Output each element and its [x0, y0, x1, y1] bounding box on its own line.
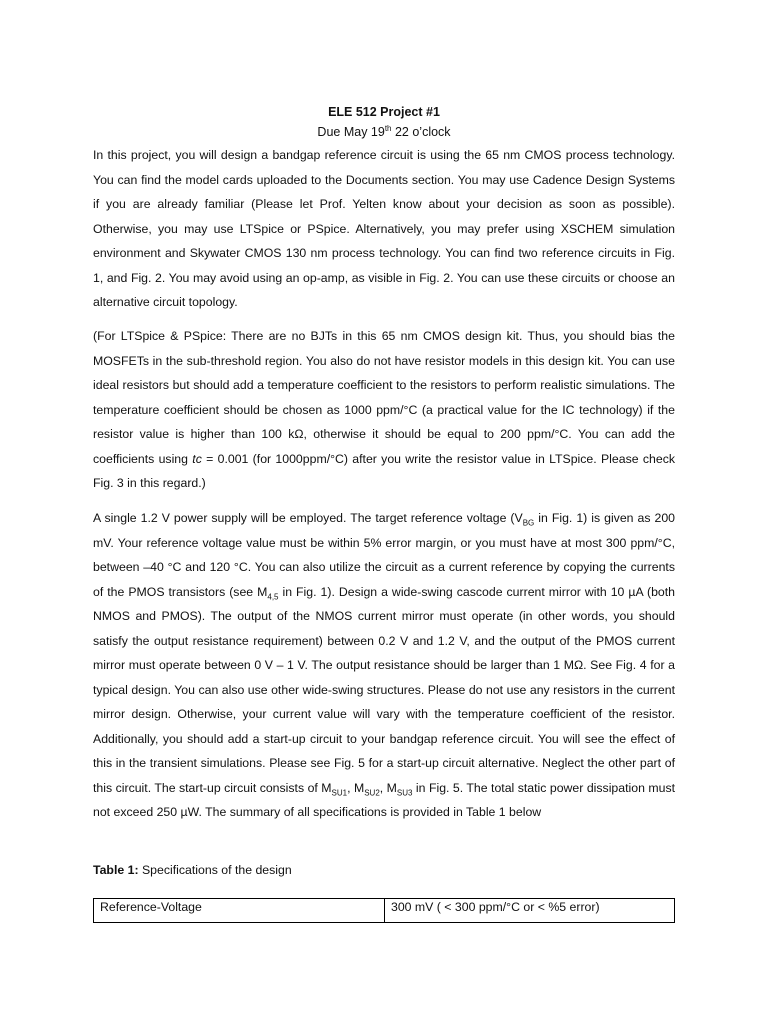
due-date	[0, 122, 768, 142]
table-cell-specification: 300 mV ( < 300 ppm/°C or < %5 error)	[385, 899, 675, 923]
due-superscript: th	[384, 123, 392, 133]
tc-parameter: tc	[192, 451, 202, 466]
table-caption	[93, 860, 292, 880]
document-header	[0, 102, 768, 142]
specification-paragraph	[93, 506, 675, 825]
m45-subscript: 4,5	[267, 591, 279, 601]
spec-part-f: in Fig. 5. The total static power dissipation must not exceed 250 µW. The summary of all specifications is provided in Table 1 below	[93, 780, 676, 819]
vbg-subscript: BG	[522, 518, 535, 528]
table-cell-parameter: Reference-Voltage	[94, 899, 385, 923]
spec-part-d: , M	[347, 780, 365, 795]
project-title: ELE 512 Project #1	[328, 105, 440, 119]
table-caption-label: Table 1:	[93, 863, 139, 877]
spec-part-e: , M	[379, 780, 397, 795]
spec-part-a: A single 1.2 V power supply will be employed. The target reference voltage (V	[93, 511, 523, 525]
due-suffix: 22 o’clock	[391, 125, 451, 139]
specifications-table	[93, 898, 675, 923]
table-caption-text: Specifications of the design	[138, 863, 292, 877]
msu3-subscript: SU3	[396, 787, 413, 797]
table-row	[94, 899, 675, 923]
ltspice-note-part-a: (For LTSpice & PSpice: There are no BJTs in this 65 nm CMOS design kit. Thus, you should bias the MOSFETs in the sub-threshold region. You also do not have resistor models in this design kit. You can use ideal resistors but should add a temperature coefficient to the resistors to perform realistic simulations. The temperature coefficient should be chosen as 1000 ppm/°C (a practical value for the IC technology) if the resistor value is higher than 100 kΩ, otherwise it should be equal to 200 ppm/°C. You can add the coefficients using	[93, 329, 675, 466]
intro-paragraph: In this project, you will design a bandgap reference circuit is using the 65 nm CMOS process technology. You can find the model cards uploaded to the Documents section. You may use Cadence Design Systems if you are already familiar (Please let Prof. Yelten know about your decision as soon as possible). Otherwise, you may use LTSpice or PSpice. Alternatively, you may prefer using XSCHEM simulation environment and Skywater CMOS 130 nm process technology. You can find two reference circuits in Fig. 1, and Fig. 2. You may avoid using an op-amp, as visible in Fig. 2. You can use these circuits or choose an alternative circuit topology.	[93, 148, 675, 309]
ltspice-note-paragraph	[93, 324, 675, 496]
msu2-subscript: SU2	[364, 787, 380, 797]
spec-part-b: in Fig. 1) is given as 200 mV. Your reference voltage value must be within 5% error margin, or you must have at most 300 ppm/°C, between –40 °C and 120 °C. You can also utilize the circuit as a current reference by copying the currents of the PMOS transistors (see M	[93, 511, 676, 599]
msu1-subscript: SU1	[331, 787, 348, 797]
due-prefix: Due May 19	[317, 125, 385, 139]
spec-part-c: in Fig. 1). Design a wide-swing cascode current mirror with 10 µA (both NMOS and PMOS). The output of the NMOS current mirror must operate (in other words, you should satisfy the output resistance requirement) between 0.2 V and 1.2 V, and the output of the PMOS current mirror must operate between 0 V – 1 V. The output resistance should be larger than 1 MΩ. See Fig. 4 for a typical design. You can also use other wide-swing structures. Please do not use any resistors in the current mirror design. Otherwise, your current value will vary with the temperature coefficient of the resistor. Additionally, you should add a start-up circuit to your bandgap reference circuit. You will see the effect of this in the transient simulations. Please see Fig. 5 for a start-up circuit alternative. Neglect the other part of this circuit. The start-up circuit consists of M	[93, 584, 675, 795]
ltspice-note-part-b: = 0.001 (for 1000ppm/°C) after you write the resistor value in LTSpice. Please check Fig. 3 in this regard.)	[93, 451, 675, 490]
